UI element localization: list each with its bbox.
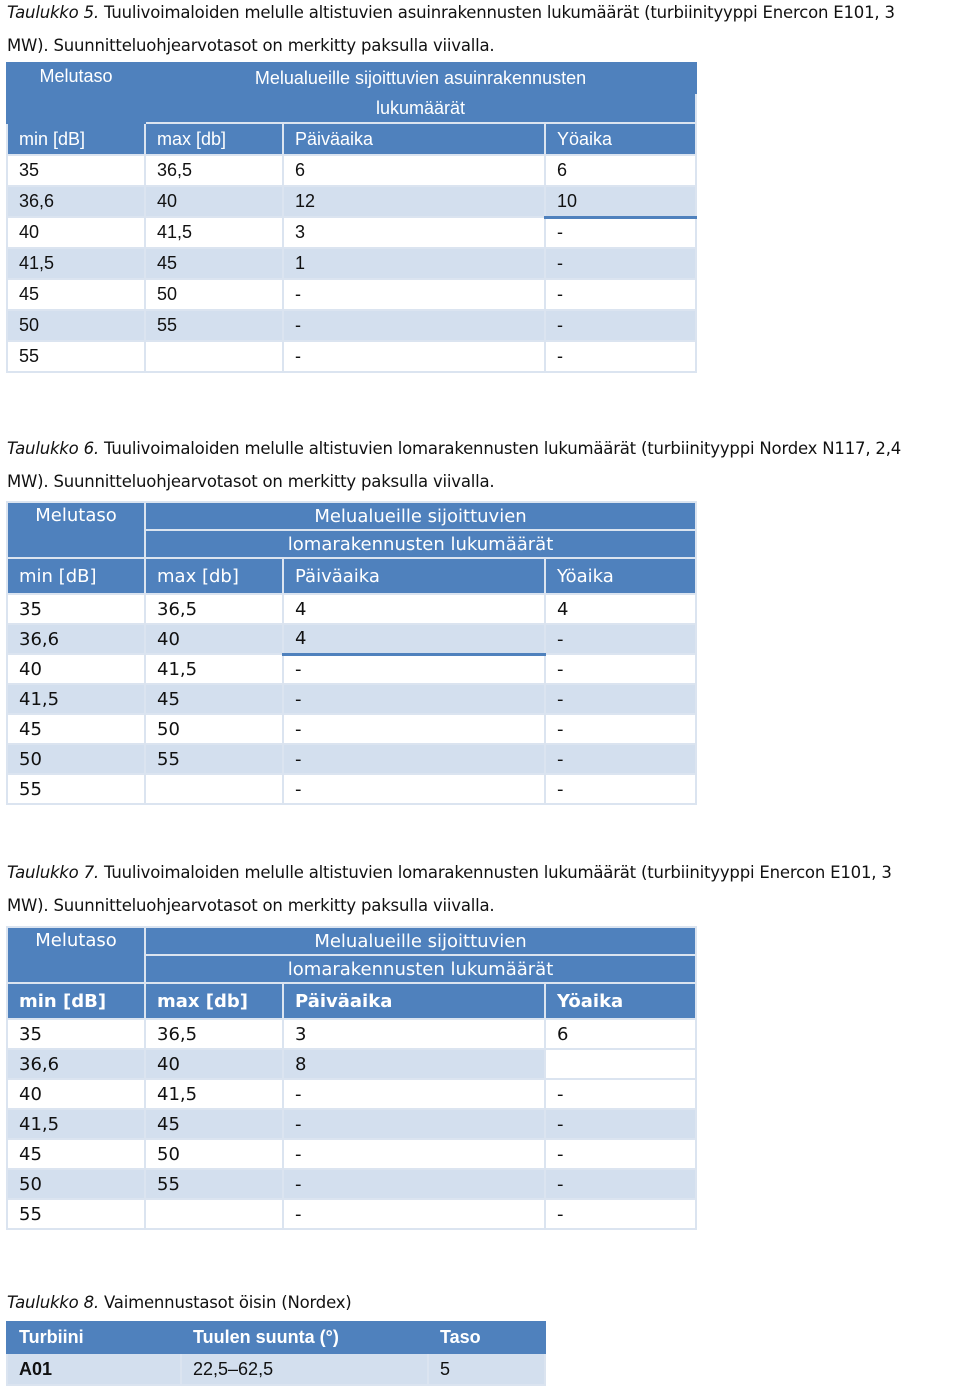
table5-col-paiva: Päiväaika	[283, 123, 545, 155]
table7-cell: 50	[145, 1139, 283, 1169]
table7-caption-text-2: MW). Suunnitteluohjearvotasot on merkitty paksulla viivalla.	[7, 896, 495, 915]
table-row	[7, 1049, 696, 1079]
table5-cell: -	[283, 341, 545, 372]
table5-head-group-2: lukumäärät	[145, 93, 696, 123]
table-row	[7, 186, 696, 217]
table7-caption-label: Taulukko 7.	[7, 863, 99, 882]
table6-head-group-1: Melualueille sijoittuvien	[145, 502, 696, 530]
table7-cell: -	[545, 1169, 696, 1199]
table5-cell: 10	[545, 186, 696, 217]
table6-cell: -	[283, 744, 545, 774]
table6-cell: 55	[145, 744, 283, 774]
table5	[6, 62, 697, 373]
table5-cell	[145, 341, 283, 372]
table8-col-turbiini: Turbiini	[7, 1322, 181, 1353]
table6-cell: 41,5	[7, 684, 145, 714]
table-row	[7, 714, 696, 744]
table7-cell: 50	[7, 1169, 145, 1199]
table7-caption	[7, 856, 957, 922]
table-row	[7, 684, 696, 714]
table7-cell: 55	[7, 1199, 145, 1229]
table7-cell	[545, 1049, 696, 1079]
table7-cell: 41,5	[7, 1109, 145, 1139]
table7-col-max: max [db]	[145, 983, 283, 1019]
table5-cell: 1	[283, 248, 545, 279]
table7-cell: -	[283, 1169, 545, 1199]
table8	[6, 1321, 546, 1386]
table7-cell	[145, 1199, 283, 1229]
table5-cell: 55	[7, 341, 145, 372]
table6-cell: 55	[7, 774, 145, 804]
table6-col-yo: Yöaika	[545, 558, 696, 594]
table7-cell: 45	[7, 1139, 145, 1169]
table6-head-group-2: lomarakennusten lukumäärät	[145, 530, 696, 558]
table7-cell: 55	[145, 1169, 283, 1199]
table6-caption	[7, 432, 957, 498]
table8-col-suunta: Tuulen suunta (°)	[181, 1322, 428, 1353]
table7-cell: -	[283, 1109, 545, 1139]
table5-cell: 55	[145, 310, 283, 341]
table5-cell: 50	[145, 279, 283, 310]
table5-caption-text-2: MW). Suunnitteluohjearvotasot on merkitty paksulla viivalla.	[7, 36, 495, 55]
table6-cell: -	[283, 654, 545, 684]
table5-caption	[7, 0, 957, 62]
table5-cell: -	[545, 341, 696, 372]
table5-caption-text: Tuulivoimaloiden melulle altistuvien asuinrakennusten lukumäärät (turbiinityyppi Enercon E101, 3	[104, 3, 895, 22]
table6-cell: -	[283, 774, 545, 804]
table7-cell: 3	[283, 1019, 545, 1049]
table8-cell: A01	[7, 1353, 181, 1385]
table6-cell: -	[545, 714, 696, 744]
table5-col-yo: Yöaika	[545, 123, 696, 155]
table6-cell: 4	[283, 624, 545, 654]
table6-cell	[145, 774, 283, 804]
table5-cell: -	[545, 248, 696, 279]
table-row	[7, 1199, 696, 1229]
table8-caption	[7, 1286, 957, 1319]
table6-cell: -	[545, 684, 696, 714]
table7-cell: 36,5	[145, 1019, 283, 1049]
table5-cell: -	[545, 310, 696, 341]
table-row	[7, 594, 696, 624]
table7-cell: 35	[7, 1019, 145, 1049]
table5-col-max: max [db]	[145, 123, 283, 155]
table5-col-min: min [dB]	[7, 123, 145, 155]
table6-cell: 50	[7, 744, 145, 774]
table7	[6, 926, 697, 1230]
table7-cell: 41,5	[145, 1079, 283, 1109]
table8-cell: 5	[428, 1353, 545, 1385]
table6-cell: 41,5	[145, 654, 283, 684]
table7-cell: -	[545, 1139, 696, 1169]
table6-cell: 45	[145, 684, 283, 714]
table5-cell: 36,5	[145, 155, 283, 186]
table6-col-max: max [db]	[145, 558, 283, 594]
table7-cell: -	[283, 1079, 545, 1109]
table6-cell: 50	[145, 714, 283, 744]
table5-head-melutaso: Melutaso	[7, 63, 145, 123]
table5-cell: 12	[283, 186, 545, 217]
table-row	[7, 155, 696, 186]
table6-cell: -	[283, 684, 545, 714]
table5-cell: 6	[545, 155, 696, 186]
table5-cell: 50	[7, 310, 145, 341]
table5-cell: 35	[7, 155, 145, 186]
table6-col-min: min [dB]	[7, 558, 145, 594]
table6-cell: -	[545, 654, 696, 684]
table-row	[7, 341, 696, 372]
table7-cell: -	[283, 1139, 545, 1169]
table6-cell: 4	[283, 594, 545, 624]
table-row	[7, 217, 696, 248]
table-row	[7, 744, 696, 774]
table5-cell: 6	[283, 155, 545, 186]
table8-col-taso: Taso	[428, 1322, 545, 1353]
table5-cell: -	[283, 310, 545, 341]
table5-cell: 3	[283, 217, 545, 248]
table8-caption-label: Taulukko 8.	[7, 1293, 99, 1312]
table6-cell: 40	[145, 624, 283, 654]
table6-cell: -	[545, 744, 696, 774]
table5-cell: 40	[7, 217, 145, 248]
table7-col-min: min [dB]	[7, 983, 145, 1019]
table6-head-melutaso: Melutaso	[7, 502, 145, 558]
table7-cell: -	[283, 1199, 545, 1229]
table6-cell: 4	[545, 594, 696, 624]
table7-cell: -	[545, 1199, 696, 1229]
table7-cell: -	[545, 1109, 696, 1139]
table-row	[7, 654, 696, 684]
table-row	[7, 310, 696, 341]
table-row	[7, 1109, 696, 1139]
table5-cell: 36,6	[7, 186, 145, 217]
table5-cell: 40	[145, 186, 283, 217]
table5-cell: 41,5	[7, 248, 145, 279]
table6-cell: -	[545, 624, 696, 654]
table5-cell: 45	[7, 279, 145, 310]
table6-cell: 40	[7, 654, 145, 684]
table7-head-group-2: lomarakennusten lukumäärät	[145, 955, 696, 983]
table-row	[7, 1139, 696, 1169]
table6-cell: -	[545, 774, 696, 804]
table6-cell: 36,6	[7, 624, 145, 654]
table6-cell: 36,5	[145, 594, 283, 624]
table6-cell: -	[283, 714, 545, 744]
table7-col-paiva: Päiväaika	[283, 983, 545, 1019]
table7-cell: 8	[283, 1049, 545, 1079]
table7-cell: 45	[145, 1109, 283, 1139]
table-row	[7, 279, 696, 310]
table7-col-yo: Yöaika	[545, 983, 696, 1019]
table-row	[7, 1019, 696, 1049]
table8-cell: 22,5–62,5	[181, 1353, 428, 1385]
table5-caption-label: Taulukko 5.	[7, 3, 99, 22]
table7-caption-text: Tuulivoimaloiden melulle altistuvien lomarakennusten lukumäärät (turbiinityyppi Enercon E101, 3	[104, 863, 892, 882]
table-row	[7, 1169, 696, 1199]
table5-cell: -	[545, 279, 696, 310]
table7-cell: -	[545, 1079, 696, 1109]
table-row	[7, 624, 696, 654]
table7-cell: 40	[7, 1079, 145, 1109]
table6-caption-text-2: MW). Suunnitteluohjearvotasot on merkitty paksulla viivalla.	[7, 472, 495, 491]
table5-cell: 41,5	[145, 217, 283, 248]
table7-cell: 6	[545, 1019, 696, 1049]
table5-cell: -	[545, 217, 696, 248]
table-row	[7, 1353, 545, 1385]
table6-caption-text: Tuulivoimaloiden melulle altistuvien lomarakennusten lukumäärät (turbiinityyppi Nordex N117, 2,4	[104, 439, 902, 458]
table6-cell: 45	[7, 714, 145, 744]
table6-col-paiva: Päiväaika	[283, 558, 545, 594]
table7-head-melutaso: Melutaso	[7, 927, 145, 983]
table6	[6, 501, 697, 805]
table-row	[7, 774, 696, 804]
table5-cell: -	[283, 279, 545, 310]
table6-cell: 35	[7, 594, 145, 624]
table7-head-group-1: Melualueille sijoittuvien	[145, 927, 696, 955]
table6-caption-label: Taulukko 6.	[7, 439, 99, 458]
table7-cell: 36,6	[7, 1049, 145, 1079]
table8-caption-text: Vaimennustasot öisin (Nordex)	[104, 1293, 352, 1312]
table-row	[7, 1079, 696, 1109]
table5-head-group-1: Melualueille sijoittuvien asuinrakennusten	[145, 63, 696, 93]
table7-cell: 40	[145, 1049, 283, 1079]
table-row	[7, 248, 696, 279]
table5-cell: 45	[145, 248, 283, 279]
